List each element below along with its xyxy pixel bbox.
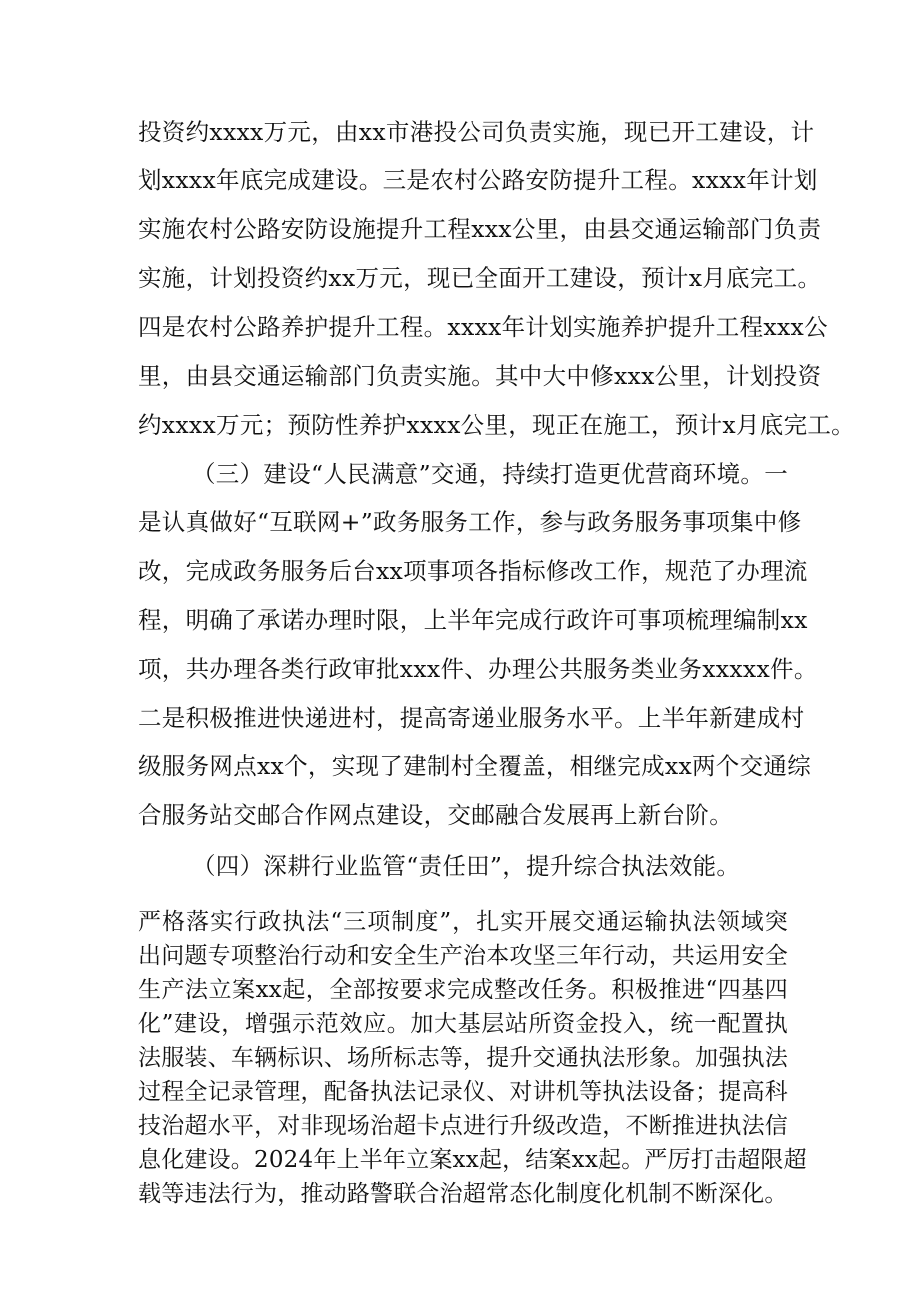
body-line: 投资约xxxx万元，由xx市港投公司负责实施，现已开工建设，计 (138, 118, 815, 146)
body-line: 是认真做好“互联网+”政务服务工作，参与政务服务事项集中修 (138, 508, 802, 536)
body-line: 化”建设，增强示范效应。加大基层站所资金投入，统一配置执 (138, 1011, 788, 1037)
body-line: 载等违法行为，推动路警联合治超常态化制度化机制不断深化。 (138, 1181, 788, 1207)
body-line: 二是积极推进快递进村，提高寄递业服务水平。上半年新建成村 (138, 704, 805, 732)
body-line: 技治超水平，对非现场治超卡点进行升级改造，不断推进执法信 (138, 1113, 788, 1139)
body-line: 项，共办理各类行政审批xxx件、办理公共服务类业务xxxxx件。 (138, 655, 818, 683)
body-line: 实施农村公路安防设施提升工程xxx公里，由县交通运输部门负责 (138, 215, 822, 243)
body-line: 过程全记录管理，配备执法记录仪、对讲机等执法设备；提高科 (138, 1079, 788, 1105)
body-line: 息化建设。2024年上半年立案xx起，结案xx起。严厉打击超限超 (138, 1147, 807, 1173)
body-line: 生产法立案xx起，全部按要求完成整改任务。积极推进“四基四 (138, 977, 788, 1003)
section-heading-three: （三）建设“人民满意”交通，持续打造更优营商环境。一 (192, 460, 788, 488)
body-line: 改，完成政务服务后台xx项事项各指标修改工作，规范了办理流 (138, 557, 808, 585)
body-line: 出问题专项整治行动和安全生产治本攻坚三年行动，共运用安全 (138, 943, 788, 969)
body-line: 四是农村公路养护提升工程。xxxx年计划实施养护提升工程xxx公 (138, 313, 828, 341)
body-line: 严格落实行政执法“三项制度”，扎实开展交通运输执法领域突 (138, 909, 788, 935)
body-line: 合服务站交邮合作网点建设，交邮融合发展再上新台阶。 (138, 801, 733, 829)
body-line: 里，由县交通运输部门负责实施。其中大中修xxx公里，计划投资 (138, 362, 822, 390)
body-line: 程，明确了承诺办理时限，上半年完成行政许可事项梳理编制xx (138, 606, 808, 634)
section-heading-four: （四）深耕行业监管“责任田”，提升综合执法效能。 (192, 852, 741, 880)
body-line: 级服务网点xx个，实现了建制村全覆盖，相继完成xx两个交通综 (138, 752, 812, 780)
body-line: 法服装、车辆标识、场所标志等，提升交通执法形象。加强执法 (138, 1045, 788, 1071)
body-line: 划xxxx年底完成建设。三是农村公路安防提升工程。xxxx年计划 (138, 166, 818, 194)
body-line: 实施，计划投资约xx万元，现已全面开工建设，预计x月底完工。 (138, 264, 822, 292)
body-line: 约xxxx万元；预防性养护xxxx公里，现正在施工，预计x月底完工。 (138, 411, 855, 439)
